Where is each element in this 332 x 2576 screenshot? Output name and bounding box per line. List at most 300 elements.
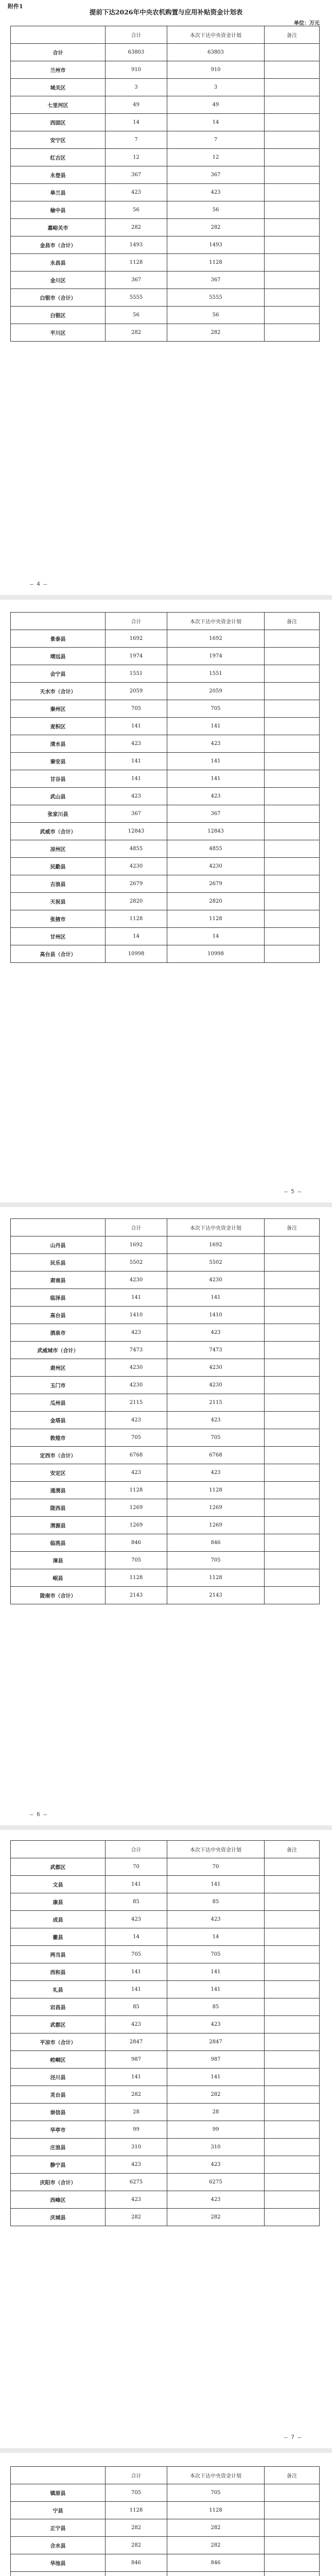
header-cell: 合计 — [106, 1841, 167, 1858]
amount-cell: 1269 — [106, 1517, 167, 1534]
amount-cell: 85 — [106, 1893, 167, 1911]
table-row — [11, 166, 320, 184]
remark-cell — [265, 1534, 320, 1552]
amount-cell: 4230 — [106, 1359, 167, 1377]
amount-cell: 2059 — [106, 683, 167, 700]
region-cell: 张掖市 — [11, 910, 106, 928]
amount-cell: 910 — [167, 61, 265, 79]
amount-cell: 705 — [167, 1552, 265, 1569]
table-row — [11, 44, 320, 61]
remark-cell — [265, 945, 320, 963]
table-row — [11, 1998, 320, 2016]
region-cell: 合计 — [11, 44, 106, 61]
table-row — [11, 2069, 320, 2086]
amount-cell: 1410 — [167, 1307, 265, 1324]
remark-cell — [265, 700, 320, 718]
header-cell: 备注 — [265, 2467, 320, 2484]
region-cell: 永登县 — [11, 166, 106, 184]
amount-cell: 4230 — [106, 858, 167, 875]
table-row — [11, 753, 320, 770]
remark-cell — [265, 1447, 320, 1464]
remark-cell — [265, 1394, 320, 1412]
amount-cell: 7 — [106, 131, 167, 149]
amount-cell — [167, 2572, 265, 2576]
amount-cell: 56 — [167, 201, 265, 219]
amount-cell: 423 — [106, 788, 167, 805]
remark-cell — [265, 770, 320, 788]
amount-cell: 705 — [167, 1429, 265, 1447]
header-cell: 本次下达中央资金计划 — [167, 613, 265, 630]
table-row — [11, 2139, 320, 2156]
table-header-row — [11, 1841, 320, 1858]
remark-cell — [265, 289, 320, 307]
remark-cell — [265, 875, 320, 893]
amount-cell: 1269 — [167, 1517, 265, 1534]
region-cell: 金塔县 — [11, 1412, 106, 1429]
amount-cell: 282 — [106, 2537, 167, 2554]
header-cell: 合计 — [106, 2467, 167, 2484]
amount-cell: 28 — [167, 2104, 265, 2121]
remark-cell — [265, 1587, 320, 1604]
amount-cell: 282 — [106, 219, 167, 236]
header-cell — [11, 26, 106, 44]
amount-cell: 14 — [167, 114, 265, 131]
amount-cell: 282 — [106, 2519, 167, 2537]
amount-cell: 14 — [106, 1928, 167, 1946]
amount-cell: 2143 — [167, 1587, 265, 1604]
remark-cell — [265, 2519, 320, 2537]
amount-cell: 14 — [167, 1928, 265, 1946]
header-cell — [11, 613, 106, 630]
region-cell: 靖远县 — [11, 648, 106, 665]
table-header-row — [11, 613, 320, 630]
remark-cell — [265, 1342, 320, 1359]
amount-cell: 987 — [106, 2051, 167, 2069]
region-cell: 合水县 — [11, 2537, 106, 2554]
amount-cell: 705 — [167, 700, 265, 718]
amount-cell: 1692 — [167, 630, 265, 648]
amount-cell: 10998 — [106, 945, 167, 963]
amount-cell: 85 — [167, 1893, 265, 1911]
amount-cell: 85 — [167, 1998, 265, 2016]
remark-cell — [265, 665, 320, 683]
remark-cell — [265, 79, 320, 96]
table-row — [11, 1359, 320, 1377]
region-cell: 永昌县 — [11, 254, 106, 272]
budget-table — [10, 2466, 320, 2576]
remark-cell — [265, 2174, 320, 2191]
table-row — [11, 1552, 320, 1569]
remark-cell — [265, 1482, 320, 1499]
table-row — [11, 2537, 320, 2554]
remark-cell — [265, 683, 320, 700]
budget-table — [10, 26, 320, 342]
remark-cell — [265, 324, 320, 342]
remark-cell — [265, 1928, 320, 1946]
table-row — [11, 718, 320, 735]
table-row — [11, 1963, 320, 1981]
amount-cell: 423 — [167, 2191, 265, 2209]
table-row — [11, 875, 320, 893]
table-row — [11, 840, 320, 858]
remark-cell — [265, 1324, 320, 1342]
region-cell: 皋兰县 — [11, 184, 106, 201]
amount-cell: 310 — [106, 2139, 167, 2156]
amount-cell: 10998 — [167, 945, 265, 963]
header-cell: 备注 — [265, 26, 320, 44]
table-row — [11, 1307, 320, 1324]
table-row — [11, 2174, 320, 2191]
region-cell: 岷县 — [11, 1569, 106, 1587]
table-row — [11, 236, 320, 254]
region-cell: 兰州市 — [11, 61, 106, 79]
amount-cell: 1128 — [167, 1569, 265, 1587]
region-cell: 西和县 — [11, 1963, 106, 1981]
amount-cell: 705 — [106, 1946, 167, 1963]
amount-cell: 14 — [106, 114, 167, 131]
table-row — [11, 1981, 320, 1998]
table-row — [11, 805, 320, 823]
region-cell: 两当县 — [11, 1946, 106, 1963]
amount-cell: 705 — [106, 2484, 167, 2502]
region-cell: 城关区 — [11, 79, 106, 96]
remark-cell — [265, 1517, 320, 1534]
region-cell: 华池县 — [11, 2554, 106, 2572]
amount-cell: 6768 — [106, 1447, 167, 1464]
amount-cell: 99 — [106, 2121, 167, 2139]
page-1 — [0, 0, 332, 595]
table-row — [11, 2104, 320, 2121]
amount-cell: 1128 — [106, 254, 167, 272]
remark-cell — [265, 1876, 320, 1893]
remark-cell — [265, 910, 320, 928]
amount-cell: 141 — [167, 770, 265, 788]
region-cell: 榆中县 — [11, 201, 106, 219]
amount-cell: 423 — [167, 1911, 265, 1928]
region-cell: 安宁区 — [11, 131, 106, 149]
amount-cell: 4230 — [167, 858, 265, 875]
amount-cell: 423 — [167, 788, 265, 805]
amount-cell: 1974 — [167, 648, 265, 665]
amount-cell: 56 — [106, 307, 167, 324]
remark-cell — [265, 2209, 320, 2226]
region-cell: 成县 — [11, 1911, 106, 1928]
table-row — [11, 858, 320, 875]
table-row — [11, 648, 320, 665]
remark-cell — [265, 630, 320, 648]
table-row — [11, 1911, 320, 1928]
region-cell: 民乐县 — [11, 1254, 106, 1272]
table-row — [11, 1412, 320, 1429]
region-cell: 肃南县 — [11, 1272, 106, 1289]
amount-cell: 282 — [167, 324, 265, 342]
remark-cell — [265, 2537, 320, 2554]
amount-cell: 141 — [167, 1981, 265, 1998]
amount-cell: 423 — [106, 2016, 167, 2033]
remark-cell — [265, 44, 320, 61]
amount-cell: 282 — [106, 324, 167, 342]
region-cell: 华亭市 — [11, 2121, 106, 2139]
region-cell: 古浪县 — [11, 875, 106, 893]
document-title: 提前下达2026年中央农机购置与应用补贴资金计划表 — [89, 8, 243, 16]
amount-cell: 141 — [167, 1876, 265, 1893]
region-cell — [11, 2572, 106, 2576]
table-row — [11, 1254, 320, 1272]
remark-cell — [265, 2121, 320, 2139]
region-cell: 肃州区 — [11, 1359, 106, 1377]
table-row — [11, 770, 320, 788]
table-row — [11, 1324, 320, 1342]
amount-cell: 846 — [167, 1534, 265, 1552]
region-cell: 临洮县 — [11, 1534, 106, 1552]
header-cell: 备注 — [265, 613, 320, 630]
table-row — [11, 910, 320, 928]
amount-cell: 282 — [167, 2519, 265, 2537]
remark-cell — [265, 1236, 320, 1254]
amount-cell: 141 — [106, 1963, 167, 1981]
amount-cell: 367 — [106, 272, 167, 289]
remark-cell — [265, 2139, 320, 2156]
table-row — [11, 2554, 320, 2572]
region-cell: 泾川县 — [11, 2069, 106, 2086]
table-row — [11, 61, 320, 79]
region-cell: 天祝县 — [11, 893, 106, 910]
table-header-row — [11, 1219, 320, 1236]
table-row — [11, 700, 320, 718]
amount-cell: 5555 — [106, 289, 167, 307]
table-row — [11, 823, 320, 840]
page-separator — [0, 1825, 332, 1830]
amount-cell: 282 — [167, 219, 265, 236]
region-cell: 甘州区 — [11, 928, 106, 945]
remark-cell — [265, 2104, 320, 2121]
header-cell: 合计 — [106, 1219, 167, 1236]
amount-cell: 141 — [106, 770, 167, 788]
region-cell: 崇信县 — [11, 2104, 106, 2121]
remark-cell — [265, 149, 320, 166]
amount-cell: 1269 — [167, 1499, 265, 1517]
remark-cell — [265, 805, 320, 823]
remark-cell — [265, 184, 320, 201]
amount-cell: 1692 — [106, 1236, 167, 1254]
region-cell: 白银区 — [11, 307, 106, 324]
page-separator — [0, 595, 332, 600]
amount-cell: 7473 — [106, 1342, 167, 1359]
amount-cell: 1128 — [106, 2502, 167, 2519]
region-cell: 张家川县 — [11, 805, 106, 823]
table-header-row — [11, 26, 320, 44]
table-row — [11, 184, 320, 201]
region-cell: 敦煌市 — [11, 1429, 106, 1447]
remark-cell — [265, 735, 320, 753]
amount-cell: 2847 — [106, 2033, 167, 2051]
amount-cell: 705 — [106, 700, 167, 718]
amount-cell: 846 — [106, 2554, 167, 2572]
region-cell: 武威市（合计） — [11, 823, 106, 840]
region-cell: 高台县（合计） — [11, 945, 106, 963]
remark-cell — [265, 2069, 320, 2086]
remark-cell — [265, 718, 320, 735]
amount-cell: 4855 — [167, 840, 265, 858]
remark-cell — [265, 928, 320, 945]
amount-cell: 141 — [167, 1289, 265, 1307]
amount-cell: 423 — [106, 1324, 167, 1342]
amount-cell: 705 — [167, 1946, 265, 1963]
region-cell: 崆峒区 — [11, 2051, 106, 2069]
amount-cell: 367 — [167, 166, 265, 184]
table-row — [11, 1429, 320, 1447]
table-row — [11, 945, 320, 963]
amount-cell: 4230 — [106, 1272, 167, 1289]
table-row — [11, 2051, 320, 2069]
remark-cell — [265, 2051, 320, 2069]
amount-cell: 1551 — [167, 665, 265, 683]
table-row — [11, 1569, 320, 1587]
amount-cell: 49 — [106, 96, 167, 114]
amount-cell: 846 — [106, 1534, 167, 1552]
amount-cell: 85 — [106, 1998, 167, 2016]
region-cell: 凉州区 — [11, 840, 106, 858]
table-row — [11, 1858, 320, 1876]
region-cell: 庆阳市（合计） — [11, 2174, 106, 2191]
table-row — [11, 1876, 320, 1893]
table-row — [11, 2502, 320, 2519]
remark-cell — [265, 1946, 320, 1963]
table-row — [11, 2519, 320, 2537]
amount-cell: 705 — [167, 2484, 265, 2502]
amount-cell: 141 — [106, 718, 167, 735]
amount-cell: 14 — [167, 928, 265, 945]
remark-cell — [265, 114, 320, 131]
region-cell: 玉门市 — [11, 1377, 106, 1394]
page-separator — [0, 2448, 332, 2453]
region-cell: 陇西县 — [11, 1499, 106, 1517]
amount-cell: 282 — [167, 2086, 265, 2104]
amount-cell: 423 — [106, 1412, 167, 1429]
header-cell: 备注 — [265, 1841, 320, 1858]
header-cell — [11, 1841, 106, 1858]
region-cell: 七里河区 — [11, 96, 106, 114]
region-cell: 清水县 — [11, 735, 106, 753]
remark-cell — [265, 1254, 320, 1272]
amount-cell: 282 — [106, 2209, 167, 2226]
region-cell: 静宁县 — [11, 2156, 106, 2174]
table-row — [11, 1499, 320, 1517]
amount-cell: 423 — [167, 2016, 265, 2033]
amount-cell: 28 — [106, 2104, 167, 2121]
page-number: — 4 — — [30, 581, 47, 587]
table-row — [11, 630, 320, 648]
table-row — [11, 1946, 320, 1963]
region-cell: 灵台县 — [11, 2086, 106, 2104]
remark-cell — [265, 1464, 320, 1482]
amount-cell: 1551 — [106, 665, 167, 683]
remark-cell — [265, 2502, 320, 2519]
table-row — [11, 1893, 320, 1911]
region-cell: 山丹县 — [11, 1236, 106, 1254]
remark-cell — [265, 1412, 320, 1429]
amount-cell: 423 — [167, 1412, 265, 1429]
amount-cell: 1493 — [106, 236, 167, 254]
remark-cell — [265, 1893, 320, 1911]
remark-cell — [265, 648, 320, 665]
region-cell: 通渭县 — [11, 1482, 106, 1499]
amount-cell: 141 — [167, 753, 265, 770]
table-row — [11, 2209, 320, 2226]
budget-table — [10, 1840, 320, 2226]
remark-cell — [265, 1359, 320, 1377]
table-row — [11, 893, 320, 910]
amount-cell: 12843 — [167, 823, 265, 840]
table-row — [11, 1587, 320, 1604]
region-cell: 武都区 — [11, 1858, 106, 1876]
remark-cell — [265, 61, 320, 79]
region-cell: 渭源县 — [11, 1517, 106, 1534]
amount-cell: 1128 — [106, 1482, 167, 1499]
table-row — [11, 2156, 320, 2174]
amount-cell: 49 — [167, 96, 265, 114]
amount-cell: 1692 — [167, 1236, 265, 1254]
table-row — [11, 324, 320, 342]
table-row — [11, 2016, 320, 2033]
amount-cell: 367 — [167, 272, 265, 289]
amount-cell: 4855 — [106, 840, 167, 858]
remark-cell — [265, 236, 320, 254]
remark-cell — [265, 1307, 320, 1324]
amount-cell: 4230 — [167, 1359, 265, 1377]
region-cell: 西固区 — [11, 114, 106, 131]
remark-cell — [265, 1569, 320, 1587]
remark-cell — [265, 823, 320, 840]
amount-cell: 705 — [106, 1552, 167, 1569]
amount-cell: 987 — [167, 2051, 265, 2069]
table-row — [11, 79, 320, 96]
region-cell: 天水市（合计） — [11, 683, 106, 700]
table-row — [11, 1464, 320, 1482]
remark-cell — [265, 893, 320, 910]
budget-table — [10, 612, 320, 963]
region-cell: 平凉市（合计） — [11, 2033, 106, 2051]
amount-cell: 5502 — [167, 1254, 265, 1272]
table-row — [11, 2033, 320, 2051]
region-cell: 秦州区 — [11, 700, 106, 718]
table-row — [11, 683, 320, 700]
remark-cell — [265, 2554, 320, 2572]
region-cell: 定西市（合计） — [11, 1447, 106, 1464]
page-3 — [0, 1207, 332, 1825]
page-number: — 5 — — [284, 1188, 302, 1195]
amount-cell: 423 — [167, 735, 265, 753]
amount-cell: 367 — [106, 805, 167, 823]
page-5 — [0, 2453, 332, 2576]
amount-cell: 1269 — [106, 1499, 167, 1517]
remark-cell — [265, 2086, 320, 2104]
amount-cell: 5555 — [167, 289, 265, 307]
amount-cell: 12 — [167, 149, 265, 166]
amount-cell: 141 — [106, 1981, 167, 1998]
remark-cell — [265, 1272, 320, 1289]
table-row — [11, 788, 320, 805]
amount-cell: 367 — [106, 166, 167, 184]
remark-cell — [265, 254, 320, 272]
remark-cell — [265, 1911, 320, 1928]
amount-cell: 423 — [167, 2156, 265, 2174]
remark-cell — [265, 1963, 320, 1981]
amount-cell: 141 — [106, 1289, 167, 1307]
remark-cell — [265, 1858, 320, 1876]
region-cell: 临泽县 — [11, 1289, 106, 1307]
table-row — [11, 735, 320, 753]
